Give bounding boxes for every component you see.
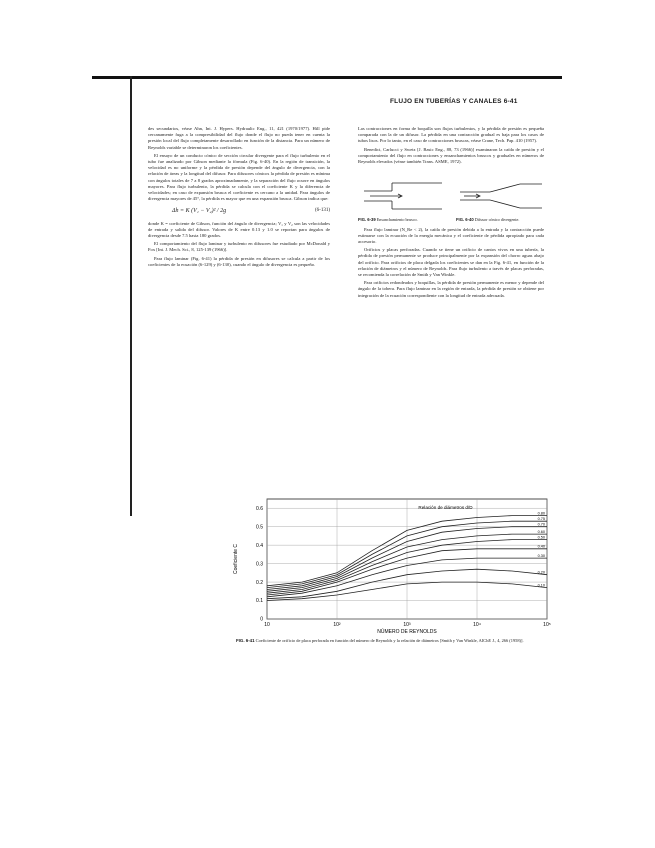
figure-caption-text: Ensanchamiento brusco. [376,217,418,223]
series-label: 0.20 [537,570,545,575]
paragraph: des secundarios, véase Ahn, Int. J. Hypers. Hydraulic Eng., 11, 421 (1970/1977). Hill pide cercanamente fuga a la compresibilidad del flujo donde el flujo no pueda tener en cuenta la presión local del flujo completamente desarrollado en función de la distancia. Para un número de Reynolds variable se determinaron los coeficientes. [148,126,330,150]
y-tick-label: 0.2 [256,579,263,586]
figure-label: FIG. 6-40 [456,217,474,223]
series-label: 0.80 [537,511,545,516]
legend [418,505,473,510]
equation-number: (6-131) [315,208,330,214]
sudden-expansion-diagram [358,175,446,215]
paragraph: El comportamiento del flujo laminar y turbulento en difusores fue estudiado por McDonald y Fox [Int. J. Mech. Sci., 8, 125-139 (1966)]. [148,241,330,253]
y-tick-label: 0.4 [256,542,263,549]
grid-lines [267,499,547,619]
paragraph: Orificios y placas perforadas. Cuando se tiene un orificio de cantos vivos en una tubería, la pérdida de presión permanente se produce principalmente por la expansión del chorro aguas abajo del orificio. Para orificios de placa delgada los coeficientes se dan en la Fig. 6-41, en función de la relación de diámetros y el número de Reynolds. Para flujo turbulento a través de placas perforadas, se recomienda la correlación de Smith y Van Winkle. [358,247,544,278]
x-axis-label: NÚMERO DE REYNOLDS [377,629,437,635]
x-tick-label: 10⁴ [473,622,481,628]
x-tick-label: 10 [264,622,270,628]
y-tick-label: 0.5 [256,524,263,531]
figure-caption [358,217,446,222]
paragraph: Las contracciones en forma de boquilla son flujos turbulentos, y la pérdida de presión es pequeña comparada con la de un difusor. La pérdida en una contracción gradual es baja para los casos de tubos lisos. Por lo tanto, en el caso de contracciones bruscas, véase Crane, Tech. Pap. 410 (1957). [358,126,544,144]
series-label: 0.30 [537,553,545,558]
orifice-coefficient-chart [227,491,557,637]
series-label: 0.60 [537,529,545,534]
paragraph: Para flujo laminar (Fig. 6-41) la pérdida de presión en difusores se calcula a partir de los coeficientes de la ecuación (6-129) y (6-130), cuando el ángulo de divergencia es pequeño. [148,255,330,267]
right-text-column [358,126,544,301]
figure-caption-text: Difusor cónico divergente. [474,217,520,223]
x-tick-label: 10⁵ [543,622,551,628]
paragraph: Para flujo laminar (N_Re < 2), la caída de presión debida a la entrada y la contracción puede estimarse con la ecuación de la energía mecánica y el coeficiente de pérdida apropiado para cada accesorio. [358,226,544,245]
equation-block [172,208,330,214]
y-axis-ticks [256,506,263,623]
paragraph: Benedict, Carlucci y Swetz [J. Basic Eng., 88, 73 (1966)] examinaron la caída de presión y el comportamiento del flujo en contracciones y ensanchamientos bruscos y graduales en números de Reynolds elevados (véase también Trans. ASME, 1972). [358,146,544,165]
paragraph: El ensayo de un conducto cónico de sección circular divergente para el flujo turbulento en el tubo fue analizado por Gibson mediante la fórmula (Fig. 6-40). En la región de transición, la velocidad es no uniforme y la pérdida de presión depende del ángulo de divergencia, con la relación de áreas y la longitud del difusor. Para difusores cónicos la pérdida de presión es mínima con ángulos totales de 7 a 8 grados aproximadamente, y la separación del flujo ocurre en ángulos mayores. Para flujo turbulento, la pérdida se calcula con el coeficiente K y la diferencia de velocidades; en caso de expansión brusca el coeficiente es cercano a la unidad. Para ángulos de divergencia mayores de 45°, la pérdida es mayor que en una expansión brusca. Gibson indica que: [148,152,330,202]
top-rule [92,76,562,79]
y-axis-label: Coeficiente C [233,543,239,575]
paragraph: Para orificios redondeados y boquillas, la pérdida de presión permanente es menor y depende del ángulo de la tobera. Para flujo laminar en la región de entrada, la pérdida de presión se obtiene por integración de la ecuación correspondiente con la longitud de entrada adecuada. [358,280,544,298]
left-text-column [148,126,330,270]
y-tick-label: 0 [260,616,263,623]
series-label: 0.50 [537,535,545,540]
left-margin-rule [130,76,132,516]
paragraph: donde K = coeficiente de Gibson, función del ángulo de divergencia; V₁ y V₂ son las velocidades de entrada y salida del difusor. Valores de K entre 0.13 y 1.0 se reportan para ángulos de divergencia desde 7.5 hasta 180 grados. [148,220,330,239]
y-tick-label: 0.1 [256,598,263,605]
equation: Δh = K (V₁ − V₂)² / 2g [172,208,227,215]
x-tick-label: 10³ [403,622,411,628]
chart-caption [236,638,528,644]
conical-diffuser-diagram [456,175,544,215]
chart-caption-label: FIG. 6-41 [236,638,255,643]
legend-title: Relación de diámetros d/D [418,505,473,510]
y-tick-label: 0.6 [256,505,263,512]
chart-caption-text: Coeficiente de orificio de placa perforada en función del número de Reynolds y la relación de diámetros [Smith y Van Winkle, AIChE J., 4, 266 (1958)]. [255,638,524,643]
x-axis-ticks [264,622,551,628]
y-tick-label: 0.3 [256,561,263,568]
x-tick-label: 10² [333,622,341,628]
running-head: FLUJO EN TUBERÍAS Y CANALES 6-41 [390,98,518,105]
series-label: 0.10 [537,583,545,588]
figure-caption [456,217,544,222]
series-label: 0.40 [537,544,545,549]
figure-conical-diffuser [456,175,544,222]
series-label: 0.75 [537,516,545,521]
figure-label: FIG. 6-39 [358,217,376,223]
figure-sudden-expansion [358,175,446,222]
series-label: 0.70 [537,522,545,527]
small-figures-row [358,175,544,222]
